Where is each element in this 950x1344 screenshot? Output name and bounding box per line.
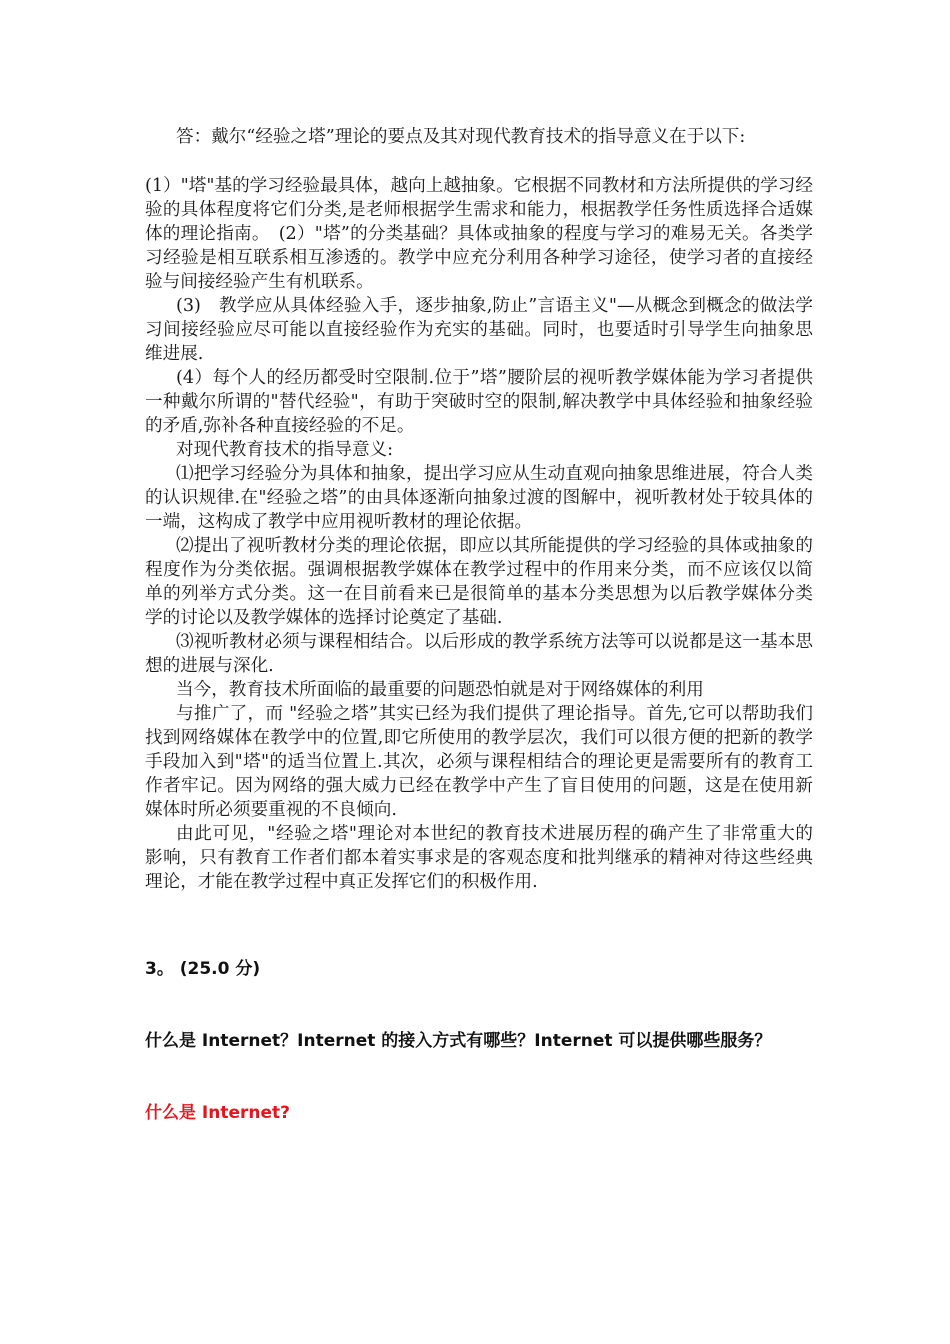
- question-text: 什么是 Internet？Internet 的接入方式有哪些？Internet 可以提供哪些服务？: [145, 1031, 772, 1051]
- paragraph-4: 对现代教育技术的指导意义:: [176, 440, 394, 460]
- paragraph-3: (4）每个人的经历都受时空限制.位于”塔”腰阶层的视听教学媒体能为学习者提供一种戴尔所谓的"替代经验"，有助于突破时空的限制,解决教学中具体经验和抽象经验的矛盾,弥补各种直接经验的不足。: [145, 368, 813, 436]
- question-number: 3。 (25.0 分): [145, 959, 261, 979]
- question-sub-heading: 什么是 Internet?: [145, 1103, 291, 1123]
- paragraph-1: (1）"塔"基的学习经验最具体，越向上越抽象。它根据不同教材和方法所提供的学习经验的具体程度将它们分类,是老师根据学生需求和能力，根据教学任务性质选择合适媒体的理论指南。 (2）"塔”的分类基础？具体或抽象的程度与学习的难易无关。各类学习经验是相互联系相互渗透的。教学中应充分利用各种学习途径，使学习者的直接经验与间接经验产生有机联系。: [145, 176, 813, 292]
- paragraph-5: ⑴把学习经验分为具体和抽象，提出学习应从生动直观向抽象思维进展，符合人类的认识规律.在"经验之塔”的由具体逐渐向抽象过渡的图解中，视听教材处于较具体的一端，这构成了教学中应用视听教材的理论依据。: [145, 464, 813, 532]
- paragraph-6: ⑵提出了视听教材分类的理论依据，即应以其所能提供的学习经验的具体或抽象的程度作为分类依据。强调根据教学媒体在教学过程中的作用来分类，而不应该仅以简单的列举方式分类。这一在目前看来已是很简单的基本分类思想为以后教学媒体分类学的讨论以及教学媒体的选择讨论奠定了基础.: [145, 536, 813, 628]
- answer-intro: [145, 125, 813, 149]
- paragraph-8: 当今，教育技术所面临的最重要的问题恐怕就是对于网络媒体的利用: [176, 680, 704, 700]
- answer-body: [145, 174, 813, 894]
- paragraph-10: 由此可见，"经验之塔"理论对本世纪的教育技术进展历程的确产生了非常重大的 影响，只有教育工作者们都本着实事求是的客观态度和批判继承的精神对待这些经典理论，才能在教学过程中真正发挥它们的积极作用.: [145, 824, 813, 892]
- answer-intro-text: 答：戴尔“经验之塔”理论的要点及其对现代教育技术的指导意义在于以下:: [176, 127, 746, 147]
- paragraph-7: ⑶视听教材必须与课程相结合。以后形成的教学系统方法等可以说都是这一基本思想的进展与深化.: [145, 632, 813, 676]
- paragraph-2: (3) 教学应从具体经验入手，逐步抽象,防止”言语主义"—从概念到概念的做法学习间接经验应尽可能以直接经验作为充实的基础。同时，也要适时引导学生向抽象思维进展.: [145, 296, 813, 364]
- paragraph-9: 与推广了，而 "经验之塔”其实已经为我们提供了理论指导。首先,它可以帮助我们找到网络媒体在教学中的位置,即它所使用的教学层次，我们可以很方便的把新的教学手段加入到"塔"的适当位置上.其次，必须与课程相结合的理论更是需要所有的教育工作者牢记。因为网络的强大威力已经在教学中产生了盲目使用的问题，这是在使用新媒体时所必须要重视的不良倾向.: [145, 704, 813, 820]
